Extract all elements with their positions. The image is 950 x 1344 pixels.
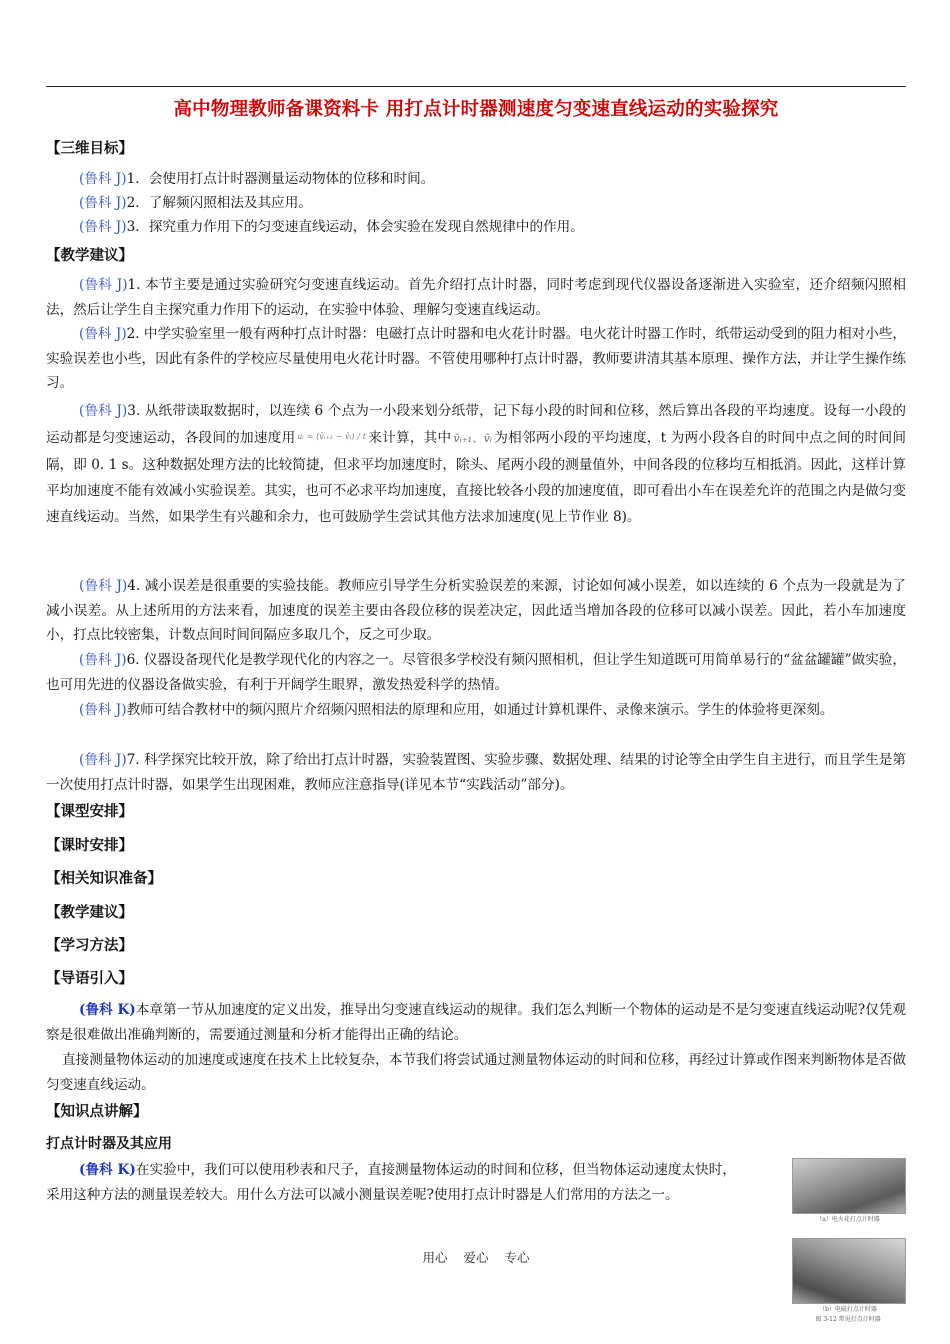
heading-zhishidian: 【知识点讲解】 — [46, 1104, 148, 1120]
tag-lkj: (鲁科 J) — [79, 171, 127, 187]
heading-zhishi-zhunbei: 【相关知识准备】 — [46, 871, 162, 887]
top-rule — [46, 86, 906, 87]
advice-2: (鲁科 J)2. 中学实验室里一般有两种打点计时器：电磁打点计时器和电火花计时器。电火花计时器工作时，纸带运动受到的阻力相对小些，实验误差也小些，因此有条件的学校应尽量使用电火花计时器。不管使用哪种打点计时器，教师要讲清其基本原理、操作方法，并让学生操作练习。 — [46, 326, 906, 391]
heading-jiaoxue-2: 【教学建议】 — [46, 905, 133, 921]
sub-heading: 打点计时器及其应用 — [46, 1136, 172, 1152]
intro-1: (鲁科 K)本章第一节从加速度的定义出发，推导出匀变速直线运动的规律。我们怎么判断一个物体的运动是不是匀变速直线运动呢?仅凭观察是很难做出准确判断的，需要通过测量和分析才能得出正确的结论。 — [46, 1002, 906, 1043]
intro-2: 直接测量物体运动的加速度或速度在技术上比较复杂，本节我们将尝试通过测量物体运动的时间和位移，再经过计算或作图来判断物体是否做匀变速直线运动。 — [46, 1052, 906, 1093]
knowledge-1: (鲁科 K)在实验中，我们可以使用秒表和尺子，直接测量物体运动的时间和位移，但当物体运动速度太快时，采用这种方法的测量误差较大。用什么方法可以减小测量误差呢?使用打点计时器是人们常用的方法之一。 — [46, 1162, 736, 1203]
velocity-symbols: v̄ᵢ₊₁、v̄ᵢ — [453, 432, 493, 445]
acceleration-formula: aᵢ = (v̄ᵢ₊₁ − v̄ᵢ) / t — [297, 432, 366, 441]
page-title: 高中物理教师备课资料卡 用打点计时器测速度匀变速直线运动的实验探究 — [173, 99, 779, 120]
timer-figure — [792, 1158, 904, 1324]
caption-a: （a）电火花打点计时器 — [816, 1216, 880, 1223]
advice-flash: (鲁科 J)教师可结合教材中的频闪照片介绍频闪照相法的原理和应用，如通过计算机课件、录像来演示。学生的体验将更深刻。 — [79, 702, 834, 718]
tag-lkj: (鲁科 J) — [79, 219, 127, 235]
advice-4: (鲁科 J)4. 减小误差是很重要的实验技能。教师应引导学生分析实验误差的来源，讨论如何减小误差，如以连续的 6 个点为一段就是为了减小误差。从上述所用的方法来看，加速度的误差主要由各段位移的误差决定，因此适当增加各段的位移可以减小误差。因此，若小车加速度小，打点比较密集，计数点间时间间隔应多取几个，反之可少取。 — [46, 578, 906, 643]
goal-1: (鲁科 J)1．会使用打点计时器测量运动物体的位移和时间。 — [79, 171, 435, 187]
advice-3: (鲁科 J)3. 从纸带读取数据时，以连续 6 个点为一小段来划分纸带，记下每小段的时间和位移，然后算出各段的平均速度。设每一小段的运动都是匀变速运动，各段间的加速度用 $^{aᵢ = (v̄ᵢ_{+1} - v̄ᵢ) / t}$ 来计算，其中 v̄ᵢ₊₁、v̄ᵢ 为相邻两小段的平均速度，t 为两小段各自的时间中点之间的时间间隔，即 0. 1 s。这种数据处理方法的比较简捷，但求平均加速度时，除头、尾两小段的测量值外，中间各段的位移均互相抵消。因此，这样计算平均加速度不能有效减小实验误差。其实，也可不必求平均加速度，直接比较各小段的加速度值，即可看出小车在误差允许的范围之内是做匀变速直线运动。当然，如果学生有兴趣和余力，也可鼓励学生尝试其他方法求加速度(见上节作业 8)。 — [46, 403, 906, 525]
advice-6: (鲁科 J)6. 仪器设备现代化是教学现代化的内容之一。尽管很多学校没有频闪照相机，但让学生知道既可用简单易行的“盆盆罐罐”做实验，也可用先进的仪器设备做实验，有利于开阔学生眼界，激发热爱科学的热情。 — [46, 652, 906, 693]
heading-keshi: 【课时安排】 — [46, 838, 133, 854]
goal-2: (鲁科 J)2．了解频闪照相法及其应用。 — [79, 195, 312, 211]
heading-sanwei: 【三维目标】 — [46, 141, 133, 157]
heading-jiaoxue: 【教学建议】 — [46, 248, 133, 264]
caption-main: 图 3-12 常见打点计时器 — [815, 1316, 881, 1323]
heading-kexing: 【课型安排】 — [46, 804, 133, 820]
tag-lkj: (鲁科 J) — [79, 195, 127, 211]
advice-1: (鲁科 J)1. 本节主要是通过实验研究匀变速直线运动。首先介绍打点计时器，同时考虑到现代仪器设备逐渐进入实验室，还介绍频闪照相法，然后让学生自主探究重力作用下的运动，在实验中体验、理解匀变速直线运动。 — [46, 277, 906, 318]
advice-7: (鲁科 J)7. 科学探究比较开放，除了给出打点计时器，实验装置图、实验步骤、数据处理、结果的讨论等全由学生自主进行，而且学生是第一次使用打点计时器，如果学生出现困难，教师应注意指导(详见本节“实践活动”部分)。 — [46, 752, 906, 793]
goal-3: (鲁科 J)3．探究重力作用下的匀变速直线运动，体会实验在发现自然规律中的作用。 — [79, 219, 584, 235]
caption-b: （b）电磁打点计时器 — [819, 1306, 877, 1313]
heading-xuexi: 【学习方法】 — [46, 938, 133, 954]
heading-daoyu: 【导语引入】 — [46, 971, 133, 987]
spark-timer-photo — [792, 1158, 906, 1214]
page-footer: 用心 爱心 专心 — [422, 1250, 530, 1265]
